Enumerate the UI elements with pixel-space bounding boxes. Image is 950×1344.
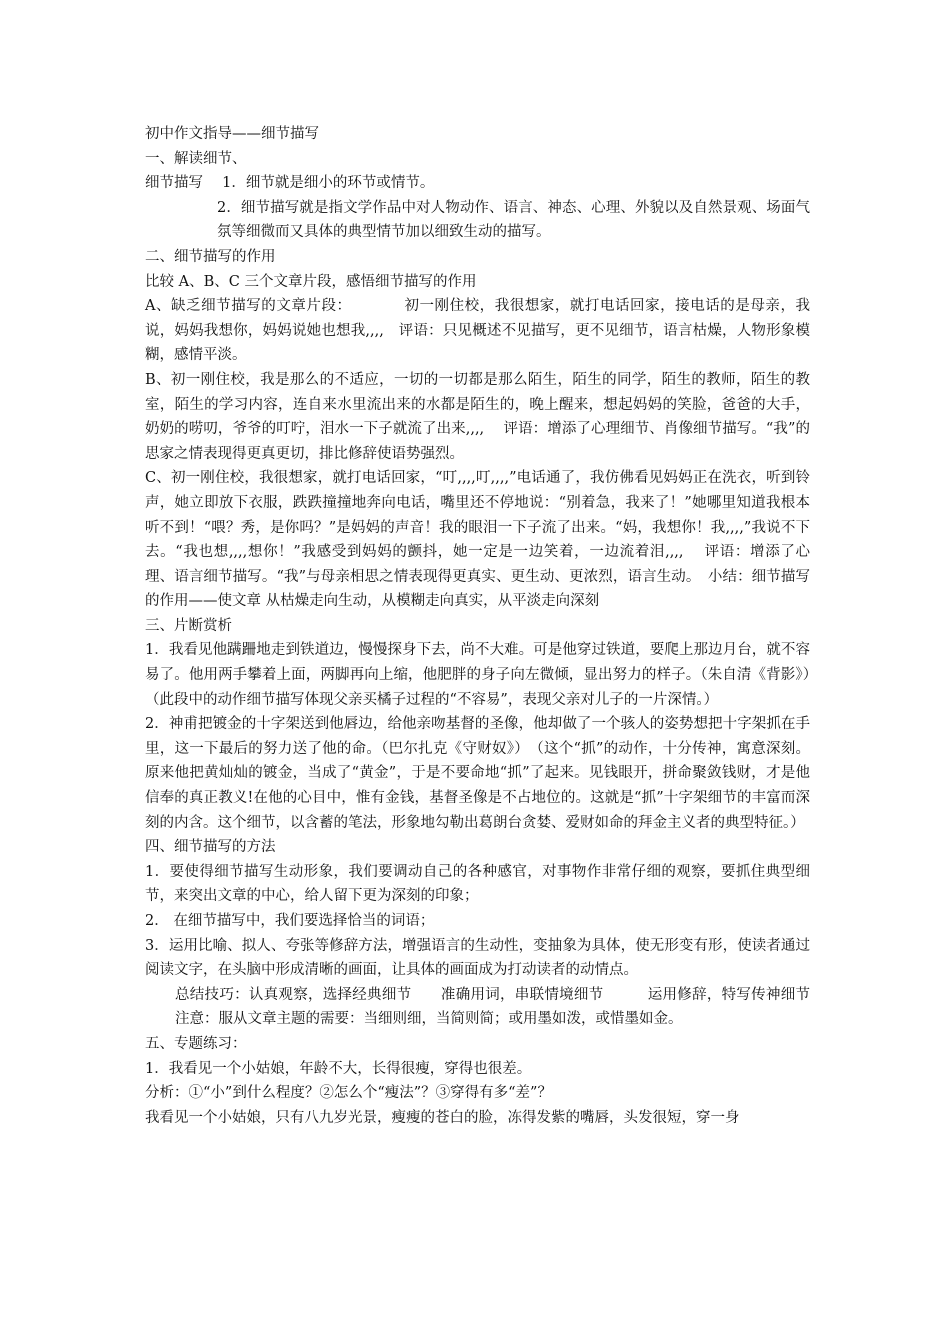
paragraph: 总结技巧：认真观察，选择经典细节 准确用词，串联情境细节 运用修辞，特写传神细节 注意：服从文章主题的需要：当细则细，当简则简；或用墨如泼，或惜墨如金。 <box>175 986 825 1028</box>
paragraph: 1．我看见一个小姑娘，年龄不大，长得很瘦，穿得也很差。 <box>145 1060 532 1077</box>
paragraph: 1．我看见他蹒跚地走到铁道边，慢慢探身下去，尚不大难。可是他穿过铁道，要爬上那边月台，就不容易了。他用两手攀着上面，两脚再向上缩，他肥胖的身子向左微倾，显出努力的样子。（朱自清《背影》） （此段中的动作细节描写体现父亲买橘子过程的“不容易”，表现父亲对儿子的一片深情。） <box>145 642 825 708</box>
paragraph: 比较 A、B、C 三个文章片段，感悟细节描写的作用 <box>145 273 477 290</box>
section-heading-2: 二、细节描写的作用 <box>145 248 276 265</box>
paragraph: 我看见一个小姑娘，只有八九岁光景，瘦瘦的苍白的脸，冻得发紫的嘴唇，头发很短，穿一身 <box>145 1109 740 1126</box>
document-title: 初中作文指导——细节描写 <box>145 126 319 142</box>
paragraph: 2． 在细节描写中，我们要选择恰当的词语； <box>145 913 435 929</box>
paragraph: 1．要使得细节描写生动形象，我们要调动自己的各种感官，对事物作非常仔细的观察，要抓住典型细节，来突出文章的中心，给人留下更为深刻的印象； <box>145 863 810 905</box>
paragraph: 2．神甫把镀金的十字架送到他唇边，给他亲吻基督的圣像，他却做了一个骇人的姿势想把十字架抓在手里，这一下最后的努力送了他的命。（巴尔扎克《守财奴》） （这个“抓”的动作，十分传神，寓意深刻。原来他把黄灿灿的镀金，当成了“黄金”，于是不要命地“抓”了起来。见钱眼开，拼命聚敛钱财，才是他信奉的真正教义!在他的心目中，惟有金钱，基督圣像是不占地位的。这就是“抓”十字架细节的丰富而深刻的内含。这个细节，以含蓄的笔法，形象地勾勒出葛朗台贪婪、爱财如命的拜金主义者的典型特征。） <box>145 716 810 831</box>
paragraph: 细节描写 1．细节就是细小的环节或情节。 <box>145 175 435 192</box>
document-page <box>145 122 825 1130</box>
paragraph: 分析：①“小”到什么程度？②怎么个“瘦法”？③穿得有多“差”？ <box>145 1085 552 1102</box>
paragraph: 2．细节描写就是指文学作品中对人物动作、语言、神态、心理、外貌以及自然景观、场面气氛等细微而又具体的典型情节加以细致生动的描写。 <box>217 199 810 241</box>
section-heading-3: 三、片断赏析 <box>145 617 232 634</box>
paragraph: A、缺乏细节描写的文章片段： 初一刚住校，我很想家，就打电话回家，接电话的是母亲，我说，妈妈我想你，妈妈说她也想我,,,, 评语：只见概述不见描写，更不见细节，语言枯燥，人物形象模糊，感情平淡。 <box>145 298 810 364</box>
section-heading-5: 五、专题练习： <box>145 1035 247 1052</box>
section-heading-4: 四、细节描写的方法 <box>145 839 276 856</box>
section-heading-1: 一、解读细节、 <box>145 150 247 167</box>
paragraph: C、初一刚住校，我很想家，就打电话回家，“叮,,,,叮,,,,”电话通了，我仿佛看见妈妈正在洗衣，听到铃声，她立即放下衣服，跌跌撞撞地奔向电话，嘴里还不停地说：“别着急，我来了！”她哪里知道我根本听不到！“喂？秀，是你吗？”是妈妈的声音！我的眼泪一下子流了出来。“妈，我想你！我,,,,”我说不下去。“我也想,,,,想你！”我感受到妈妈的颤抖，她一定是一边笑着，一边流着泪,,,, 评语：增添了心理、语言细节描写。“我”与母亲相思之情表现得更真实、更生动、更浓烈，语言生动。 小结：细节描写的作用——使文章 从枯燥走向生动，从模糊走向真实，从平淡走向深刻 <box>145 470 810 610</box>
paragraph: B、初一刚住校，我是那么的不适应，一切的一切都是那么陌生，陌生的同学，陌生的教师，陌生的教室，陌生的学习内容，连自来水里流出来的水都是陌生的，晚上醒来，想起妈妈的笑脸，爸爸的大手，奶奶的唠叨，爷爷的叮咛，泪水一下子就流了出来,,,, 评语：增添了心理细节、肖像细节描写。“我”的思家之情表现得更真更切，排比修辞使语势强烈。 <box>145 371 810 462</box>
paragraph: 3．运用比喻、拟人、夸张等修辞方法，增强语言的生动性，变抽象为具体，使无形变有形，使读者通过阅读文字，在头脑中形成清晰的画面，让具体的画面成为打动读者的动情点。 <box>145 937 810 979</box>
